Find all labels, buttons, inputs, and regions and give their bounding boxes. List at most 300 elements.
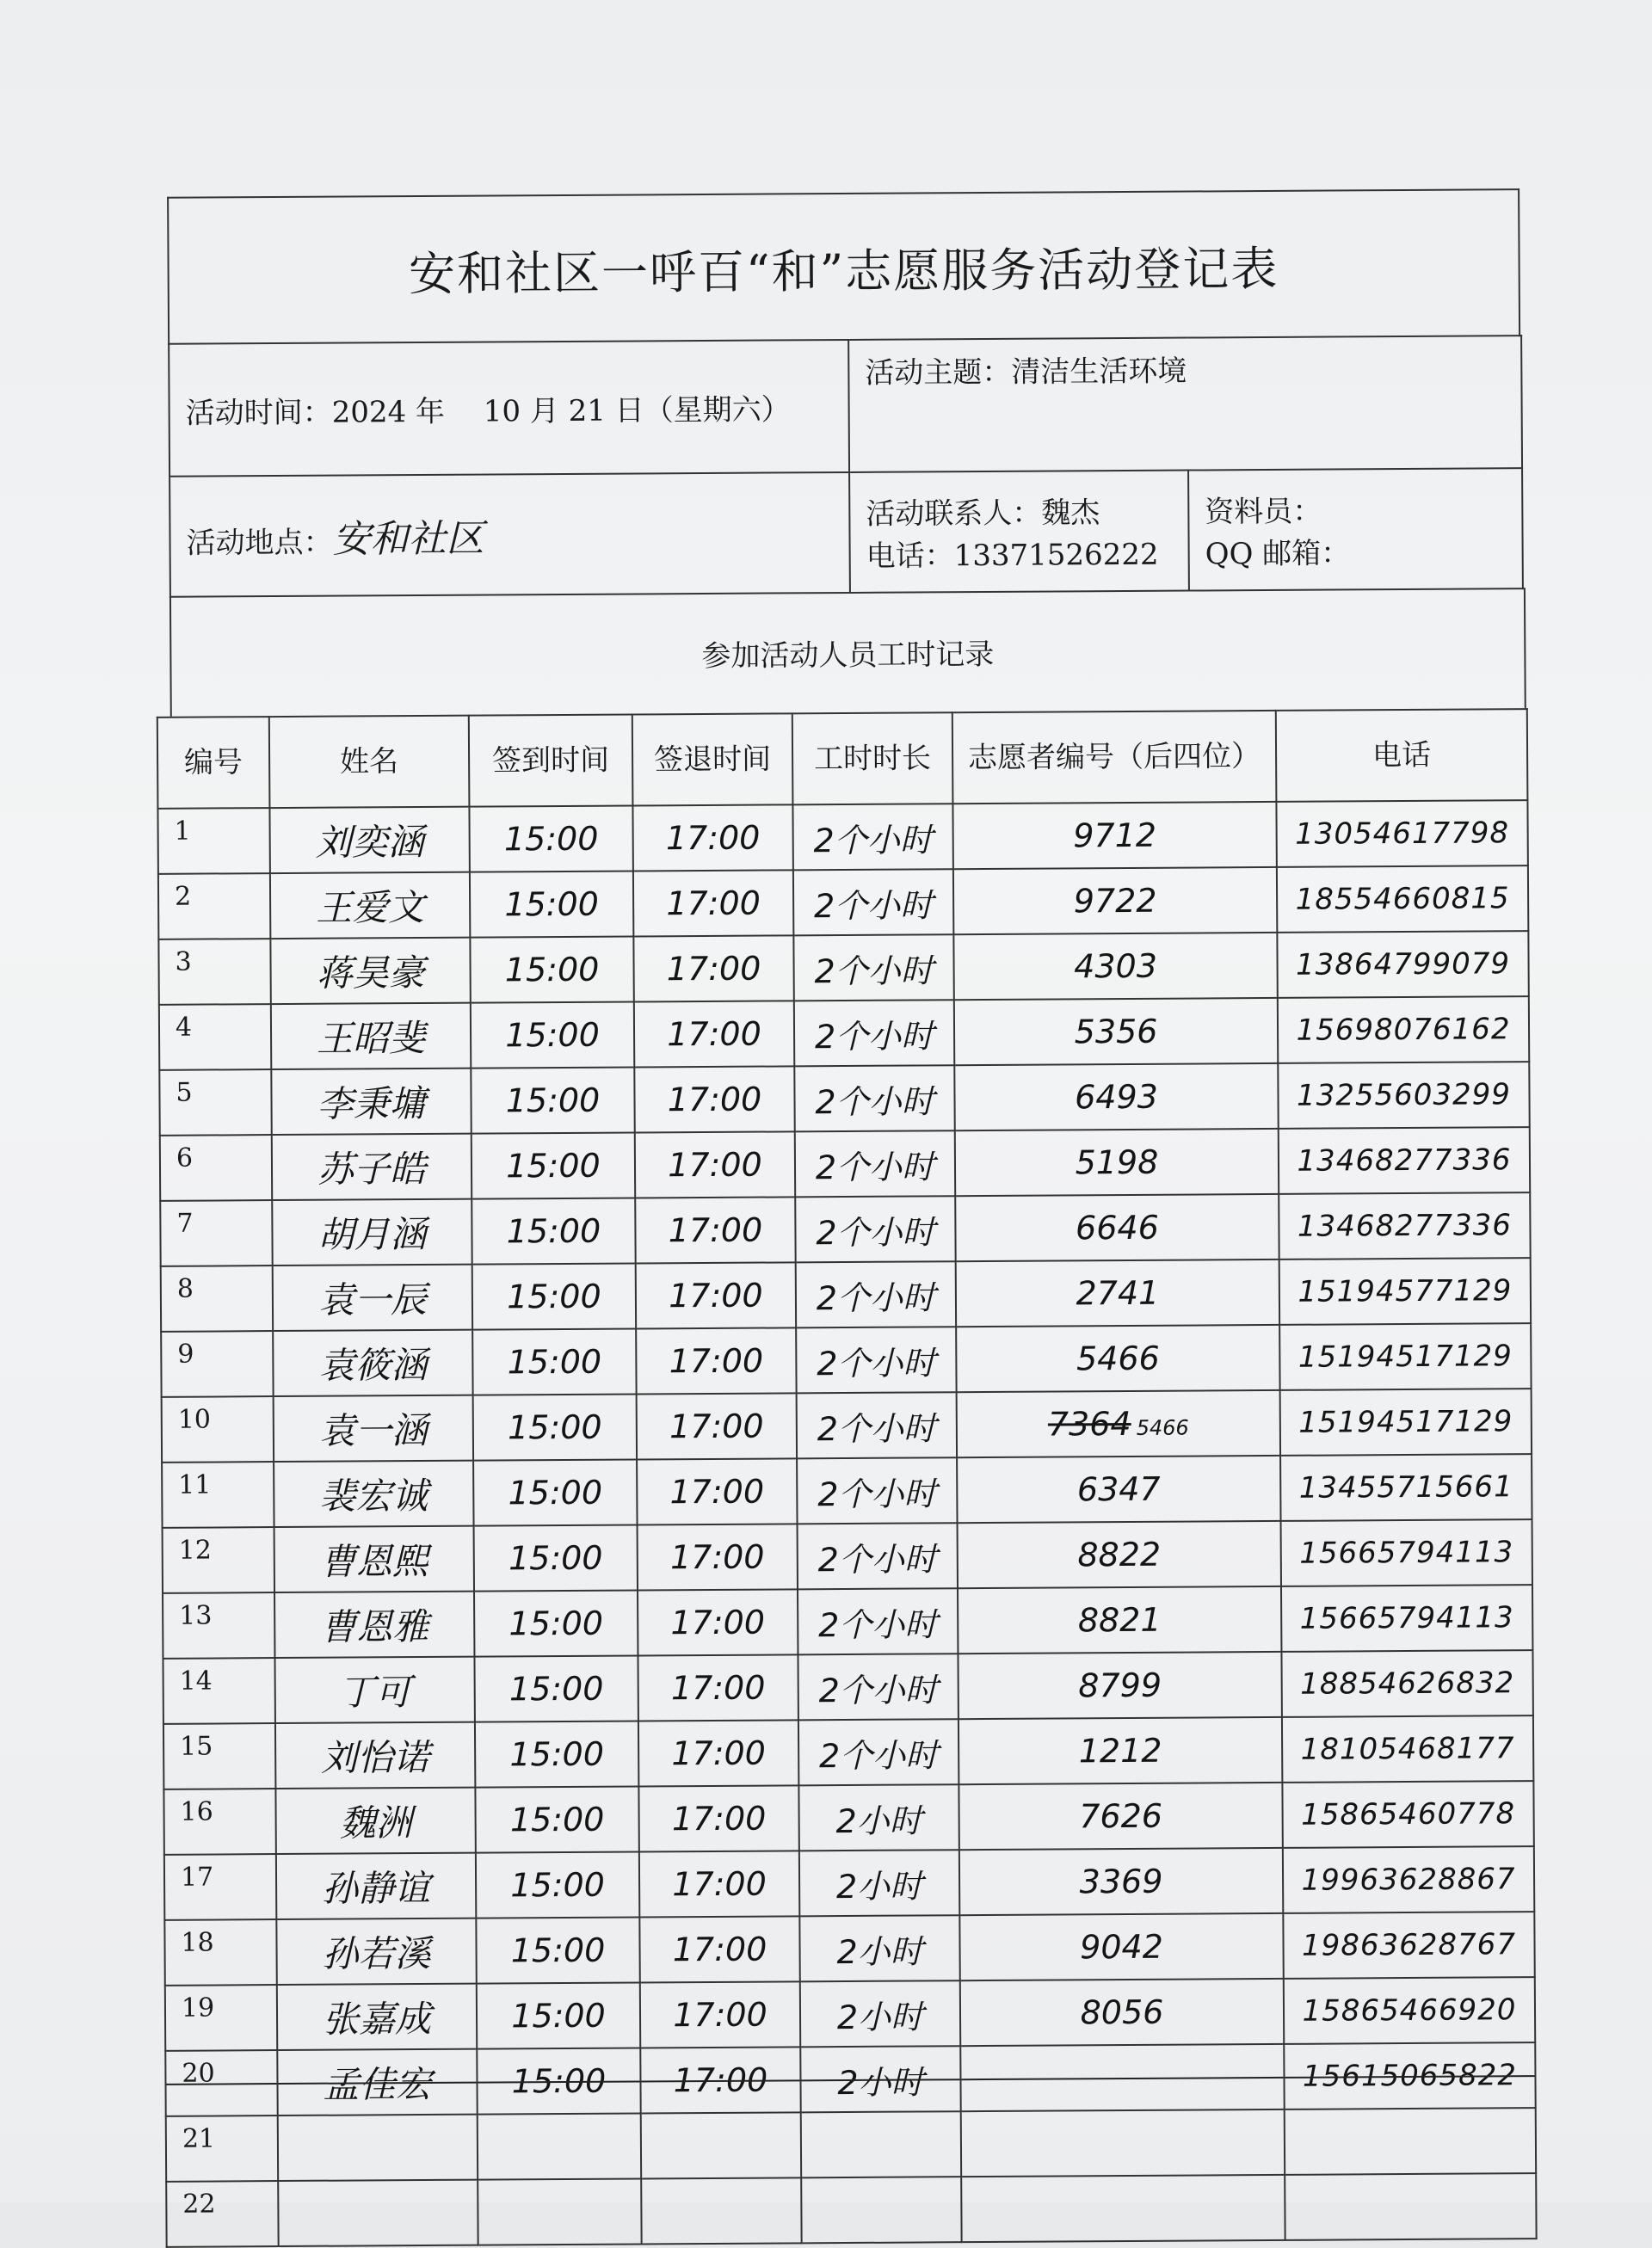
- checkin-time: [478, 2113, 641, 2179]
- work-duration: [798, 1654, 958, 1720]
- work-duration: [794, 1000, 954, 1066]
- volunteer-name-text: 袁筱涵: [318, 1343, 428, 1387]
- row-number: [163, 1789, 275, 1855]
- clerk-label: 资料员：: [1205, 494, 1322, 530]
- row-number: [159, 1069, 271, 1136]
- table-row: [164, 1912, 1534, 1986]
- volunteer-name: [272, 1199, 472, 1266]
- checkout-time-text: 17:00: [666, 884, 761, 923]
- phone-number: [1285, 2173, 1536, 2240]
- checkin-time-text: 15:00: [509, 1669, 604, 1709]
- phone-number-text: 13455715661: [1298, 1469, 1513, 1506]
- checkin-time-text: 15:00: [509, 1734, 605, 1774]
- table-row: [163, 1585, 1532, 1659]
- checkout-time: [638, 1720, 798, 1786]
- checkout-time: [640, 2047, 800, 2113]
- work-duration: [796, 1261, 956, 1327]
- volunteer-id-text: 9722: [1073, 881, 1157, 921]
- contact-cell: [849, 471, 1189, 593]
- volunteer-name-text: 张嘉成: [322, 1997, 432, 2041]
- volunteer-name-text: 孟佳宏: [323, 2062, 432, 2106]
- checkin-time: [474, 1590, 638, 1656]
- volunteer-id: [961, 2109, 1285, 2177]
- volunteer-id: [953, 867, 1277, 934]
- table-row: [158, 865, 1528, 939]
- phone-number: [1283, 1846, 1534, 1913]
- phone-number: [1285, 2108, 1536, 2175]
- checkin-time-text: 15:00: [507, 1277, 601, 1316]
- row-number: [164, 1854, 276, 1920]
- phone-number-text: 13864799079: [1295, 946, 1511, 982]
- volunteer-id: [961, 2175, 1285, 2242]
- row-number: [163, 1723, 275, 1789]
- row-number-text: 12: [178, 1535, 213, 1566]
- row-number-text: 3: [175, 946, 192, 977]
- checkout-time-text: 17:00: [670, 1668, 766, 1708]
- header-checkout: 签退时间: [632, 713, 793, 805]
- header-checkin: 签到时间: [469, 714, 633, 806]
- checkin-time: [470, 936, 633, 1002]
- work-duration-text: 2个小时: [817, 1474, 937, 1513]
- checkin-time: [473, 1459, 637, 1525]
- checkout-time: [633, 935, 793, 1001]
- table-row: [163, 1519, 1532, 1593]
- registration-form: [153, 176, 1542, 2220]
- checkin-time: [477, 2048, 640, 2114]
- work-duration: [799, 1915, 959, 1981]
- row-number-text: 13: [179, 1600, 213, 1631]
- checkin-time: [476, 1851, 639, 1918]
- row-number: [159, 1004, 271, 1070]
- work-duration: [794, 1065, 954, 1131]
- checkin-time-text: 15:00: [503, 819, 599, 859]
- checkin-time-text: 15:00: [505, 1015, 600, 1055]
- work-duration-text: 2小时: [836, 1997, 924, 2036]
- work-duration: [800, 1980, 960, 2047]
- work-duration: [796, 1327, 956, 1393]
- row-number: [165, 2050, 277, 2116]
- table-row: [164, 1846, 1534, 1920]
- work-duration: [793, 869, 953, 935]
- work-duration-text: 2小时: [837, 2062, 924, 2102]
- header-duration: 工时时长: [792, 712, 953, 804]
- checkout-time-text: 17:00: [665, 818, 761, 858]
- table-row: [162, 1454, 1532, 1528]
- work-duration: [792, 804, 952, 870]
- checkout-time: [635, 1131, 795, 1198]
- volunteer-name: [275, 1788, 475, 1854]
- row-number-text: 6: [176, 1142, 194, 1173]
- volunteer-id: [953, 933, 1277, 1000]
- checkout-time: [633, 870, 793, 936]
- phone-number: [1278, 1062, 1529, 1129]
- checkout-time-text: 17:00: [666, 949, 761, 989]
- phone-number: [1279, 1127, 1530, 1194]
- volunteer-name-text: 李秉墉: [317, 1081, 426, 1125]
- phone-number: [1278, 996, 1529, 1063]
- activity-info-table: [168, 335, 1524, 598]
- table-row: [157, 800, 1527, 874]
- work-duration: [795, 1196, 955, 1262]
- phone-number-text: 18105468177: [1300, 1731, 1515, 1767]
- phone-number-text: 15615065822: [1302, 2058, 1518, 2094]
- table-row: [163, 1715, 1533, 1789]
- qq-email-label: QQ 邮箱：: [1205, 536, 1351, 572]
- checkin-time-text: 15:00: [509, 1604, 604, 1643]
- volunteer-name: [276, 1918, 476, 1985]
- checkout-time: [640, 1981, 800, 2048]
- row-number: [163, 1592, 274, 1659]
- checkin-time-text: 15:00: [508, 1538, 603, 1578]
- contact-person: 活动联系人：魏杰: [866, 496, 1100, 532]
- volunteer-name-text: 袁一辰: [317, 1278, 428, 1321]
- checkin-time-text: 15:00: [504, 884, 600, 924]
- work-duration-text: 2个小时: [818, 1735, 939, 1775]
- checkin-time-text: 15:00: [508, 1473, 603, 1512]
- volunteer-name: [277, 2049, 477, 2116]
- phone-number: [1283, 1912, 1534, 1979]
- work-duration-text: 2小时: [835, 1801, 922, 1840]
- volunteer-id-text: 9042: [1080, 1927, 1164, 1967]
- volunteer-id: [959, 1848, 1283, 1915]
- work-duration-text: 2个小时: [815, 1081, 934, 1121]
- row-number: [162, 1462, 274, 1528]
- table-row: [163, 1781, 1533, 1855]
- checkin-time-text: 15:00: [507, 1342, 602, 1382]
- row-number: [166, 2181, 278, 2247]
- row-number-text: 8: [176, 1273, 194, 1304]
- volunteer-id-text: 2741: [1076, 1273, 1160, 1313]
- table-row: [160, 1127, 1530, 1201]
- checkout-time: [641, 2177, 801, 2244]
- row-number-text: 20: [182, 2058, 215, 2089]
- checkout-time: [635, 1197, 795, 1263]
- checkout-time-text: 17:00: [673, 1995, 767, 2035]
- checkout-time-text: 17:00: [669, 1472, 765, 1512]
- table-header-row: [157, 709, 1528, 809]
- volunteer-id: [958, 1521, 1281, 1588]
- row-number: [161, 1266, 273, 1332]
- checkout-time-text: 17:00: [669, 1407, 764, 1446]
- header-volunteer-id: 志愿者编号（后四位）: [952, 711, 1277, 804]
- volunteer-id: [959, 1913, 1283, 1980]
- volunteer-id-text: 8799: [1078, 1666, 1162, 1705]
- activity-time: 活动时间：2024 年 10 月 21 日（星期六）: [169, 340, 849, 477]
- checkin-time: [474, 1524, 638, 1591]
- work-duration: [798, 1784, 959, 1851]
- checkin-time-text: 15:00: [506, 1146, 601, 1186]
- table-row: [166, 2108, 1536, 2182]
- row-number-text: 11: [178, 1469, 212, 1500]
- volunteer-name: [272, 1134, 472, 1200]
- volunteer-hours-table: [157, 708, 1538, 2248]
- checkout-time: [638, 1524, 798, 1590]
- checkout-time-text: 17:00: [667, 1080, 762, 1119]
- location-label: 活动地点：: [186, 525, 333, 561]
- volunteer-id-text: 6347: [1076, 1469, 1161, 1509]
- table-row: [163, 1650, 1532, 1724]
- checkout-time: [634, 1066, 794, 1132]
- phone-number-text: 13054617798: [1295, 816, 1510, 852]
- row-number-text: 15: [179, 1731, 213, 1762]
- work-duration: [793, 934, 953, 1001]
- volunteer-id-text: 5356: [1074, 1012, 1158, 1051]
- work-duration: [798, 1588, 958, 1654]
- table-row: [166, 2173, 1536, 2247]
- volunteer-id-text: 6646: [1075, 1208, 1159, 1247]
- volunteer-name: [270, 938, 470, 1004]
- table-row: [165, 2042, 1535, 2116]
- checkin-time: [472, 1328, 636, 1395]
- volunteer-name: [274, 1592, 474, 1658]
- checkin-time-text: 15:00: [506, 1211, 601, 1251]
- volunteer-id: [955, 1129, 1279, 1196]
- phone-number-text: 15194577129: [1298, 1273, 1513, 1309]
- volunteer-id: [958, 1652, 1281, 1719]
- phone-number: [1284, 1977, 1535, 2044]
- phone-number: [1276, 800, 1527, 867]
- volunteer-name: [271, 1069, 471, 1135]
- work-duration-text: 2个小时: [818, 1670, 938, 1709]
- volunteer-name-text: 曹恩雅: [320, 1604, 429, 1648]
- work-duration: [795, 1130, 955, 1197]
- phone-number-text: 13255603299: [1296, 1077, 1512, 1113]
- checkin-time: [469, 805, 632, 871]
- work-duration: [801, 2111, 961, 2177]
- volunteer-id-text: 7626: [1079, 1796, 1163, 1836]
- row-number: [160, 1135, 272, 1201]
- row-number: [158, 939, 270, 1005]
- row-number-text: 14: [179, 1666, 213, 1697]
- volunteer-name: [274, 1461, 473, 1527]
- work-duration: [799, 1850, 959, 1916]
- work-duration-text: 2个小时: [814, 1016, 934, 1056]
- work-duration-text: 2个小时: [813, 820, 933, 859]
- work-duration-text: 2个小时: [817, 1408, 937, 1448]
- phone-number: [1277, 931, 1528, 998]
- volunteer-name-text: 苏子皓: [317, 1147, 427, 1191]
- phone-number: [1277, 865, 1528, 933]
- checkout-time-text: 17:00: [669, 1276, 763, 1315]
- work-duration-text: 2个小时: [816, 1278, 936, 1317]
- phone-number-text: 18554660815: [1295, 881, 1510, 917]
- row-number: [165, 1985, 277, 2051]
- phone-number-text: 15865460778: [1301, 1796, 1516, 1832]
- checkout-time-text: 17:00: [667, 1014, 761, 1054]
- volunteer-id-correction: 5466: [1136, 1415, 1189, 1440]
- volunteer-name-text: 丁可: [338, 1671, 411, 1714]
- work-duration-text: 2个小时: [816, 1212, 935, 1252]
- work-duration-text: 2个小时: [814, 951, 934, 990]
- checkin-time: [470, 871, 633, 937]
- row-number-text: 4: [175, 1012, 193, 1043]
- checkout-time-text: 17:00: [671, 1734, 767, 1773]
- phone-number: [1282, 1781, 1533, 1848]
- table-row: [161, 1323, 1531, 1397]
- row-number-text: 2: [174, 881, 192, 912]
- phone-number-text: 15665794113: [1299, 1600, 1514, 1636]
- volunteer-name: [269, 807, 469, 873]
- volunteer-id-text: 8821: [1077, 1600, 1162, 1640]
- volunteer-id: [960, 1979, 1284, 2046]
- checkout-time-text: 17:00: [671, 1799, 767, 1838]
- phone-number: [1279, 1192, 1530, 1259]
- header-no: 编号: [157, 717, 270, 809]
- volunteer-name-text: 孙静谊: [321, 1866, 431, 1910]
- checkout-time: [636, 1262, 796, 1328]
- work-duration-text: 2个小时: [815, 1147, 935, 1186]
- form-title: 安和社区一呼百“和”志愿服务活动登记表: [167, 188, 1520, 345]
- phone-number-text: 15698076162: [1296, 1012, 1511, 1048]
- checkout-time: [634, 1001, 794, 1067]
- volunteer-name-text: 袁一涵: [318, 1408, 428, 1452]
- checkout-time-text: 17:00: [669, 1341, 764, 1381]
- phone-number: [1281, 1650, 1532, 1717]
- phone-number-text: 13468277336: [1297, 1208, 1513, 1244]
- volunteer-name: [278, 2180, 478, 2246]
- volunteer-id: [955, 1194, 1279, 1261]
- volunteer-name-text: 刘怡诺: [321, 1735, 430, 1779]
- volunteer-id-text: 8822: [1077, 1535, 1162, 1574]
- volunteer-id: [954, 1063, 1278, 1130]
- checkout-time-text: 17:00: [672, 1930, 767, 1969]
- row-number-text: 19: [181, 1992, 215, 2023]
- checkin-time-text: 15:00: [505, 1081, 601, 1120]
- volunteer-name: [273, 1265, 472, 1331]
- checkin-time-text: 15:00: [507, 1407, 602, 1447]
- checkin-time: [477, 1982, 640, 2048]
- volunteer-id-text: 5466: [1076, 1339, 1160, 1378]
- volunteer-id-text: 8056: [1080, 1992, 1164, 2032]
- volunteer-name: [270, 872, 470, 939]
- row-number: [164, 1919, 276, 1986]
- volunteer-name: [278, 2115, 478, 2181]
- phone-number: [1279, 1323, 1531, 1390]
- volunteer-name-text: 王昭斐: [316, 1016, 426, 1060]
- phone-number: [1281, 1519, 1532, 1586]
- volunteer-id: [957, 1390, 1280, 1457]
- volunteer-id: [956, 1325, 1279, 1392]
- volunteer-id: [960, 2044, 1284, 2111]
- header-phone: 电话: [1276, 709, 1528, 802]
- row-number-text: 18: [181, 1927, 214, 1958]
- volunteer-id: [958, 1586, 1281, 1654]
- table-body: [157, 800, 1536, 2247]
- checkout-time: [641, 2112, 801, 2178]
- volunteer-id: [956, 1259, 1279, 1327]
- location-value: 安和社区: [332, 516, 484, 562]
- volunteer-id-text: 5198: [1075, 1142, 1159, 1182]
- work-duration-text: 2个小时: [817, 1343, 936, 1383]
- work-duration: [798, 1719, 959, 1785]
- work-duration-text: 2小时: [835, 1866, 923, 1906]
- row-number-text: 10: [177, 1404, 212, 1435]
- checkin-time-text: 15:00: [509, 1800, 605, 1839]
- row-number: [157, 808, 269, 874]
- row-number-text: 16: [180, 1796, 213, 1827]
- checkin-time-text: 15:00: [504, 950, 600, 989]
- phone-number-text: 15194517129: [1298, 1339, 1513, 1375]
- volunteer-name-text: 刘奕涵: [315, 820, 424, 864]
- volunteer-name-text: 曹恩熙: [319, 1539, 428, 1583]
- volunteer-id: [954, 998, 1278, 1065]
- checkin-time: [478, 2178, 641, 2245]
- phone-number-text: 13468277336: [1297, 1142, 1512, 1179]
- volunteer-name: [271, 1003, 471, 1069]
- work-duration: [801, 2177, 961, 2243]
- checkin-time: [472, 1132, 635, 1198]
- table-row: [159, 996, 1529, 1070]
- checkout-time: [639, 1916, 799, 1982]
- volunteer-id: [952, 802, 1276, 869]
- volunteer-name-text: 孙若溪: [322, 1931, 431, 1975]
- work-duration-text: 2个小时: [817, 1539, 938, 1579]
- phone-number-text: 15665794113: [1299, 1535, 1514, 1571]
- checkout-time: [639, 1851, 799, 1917]
- checkin-time: [473, 1394, 637, 1460]
- phone-number: [1281, 1585, 1532, 1652]
- row-number: [160, 1200, 272, 1266]
- row-number: [166, 2116, 278, 2182]
- checkout-time: [638, 1654, 798, 1721]
- volunteer-id-text: 7364: [1047, 1404, 1131, 1444]
- checkout-time-text: 17:00: [668, 1145, 762, 1185]
- phone-number-text: 19963628867: [1301, 1862, 1516, 1898]
- work-duration: [798, 1523, 958, 1589]
- row-number: [161, 1331, 273, 1397]
- phone-number-text: 18854626832: [1300, 1666, 1515, 1702]
- checkout-time: [636, 1327, 796, 1394]
- phone-number: [1280, 1454, 1532, 1521]
- phone-number: [1279, 1258, 1531, 1325]
- checkin-time: [472, 1263, 636, 1329]
- checkout-time: [638, 1785, 798, 1851]
- work-duration-text: 2个小时: [818, 1604, 938, 1644]
- volunteer-name: [274, 1657, 474, 1723]
- row-number-text: 5: [176, 1077, 193, 1108]
- checkin-time-text: 15:00: [510, 1931, 606, 1970]
- checkin-time: [475, 1721, 638, 1787]
- row-number-text: 1: [174, 816, 191, 847]
- checkout-time-text: 17:00: [669, 1537, 765, 1577]
- checkin-time: [472, 1198, 635, 1264]
- volunteer-id-text: 9712: [1073, 816, 1157, 855]
- volunteer-name: [275, 1722, 475, 1789]
- volunteer-name-text: 胡月涵: [317, 1212, 427, 1256]
- volunteer-id-text: 3369: [1079, 1862, 1163, 1901]
- phone-number-text: 15194517129: [1298, 1404, 1513, 1440]
- phone-number-text: 15865466920: [1302, 1992, 1517, 2029]
- volunteer-id-text: 1212: [1078, 1731, 1162, 1771]
- volunteer-id: [959, 1783, 1282, 1850]
- phone-number: [1284, 2042, 1535, 2109]
- section-title: 参加活动人员工时记录: [170, 588, 1526, 717]
- table-row: [162, 1389, 1532, 1463]
- phone-number: [1280, 1389, 1532, 1456]
- work-duration: [800, 2046, 960, 2112]
- phone-number: [1282, 1715, 1533, 1783]
- checkout-time: [632, 804, 792, 871]
- row-number: [162, 1396, 274, 1463]
- row-number: [163, 1658, 274, 1724]
- row-number: [158, 873, 270, 939]
- checkout-time-text: 17:00: [672, 1864, 767, 1904]
- row-number-text: 17: [180, 1862, 214, 1893]
- table-row: [161, 1258, 1531, 1332]
- volunteer-name: [273, 1330, 472, 1396]
- volunteer-id-text: 6493: [1075, 1077, 1159, 1117]
- checkin-time-text: 15:00: [511, 2061, 607, 2101]
